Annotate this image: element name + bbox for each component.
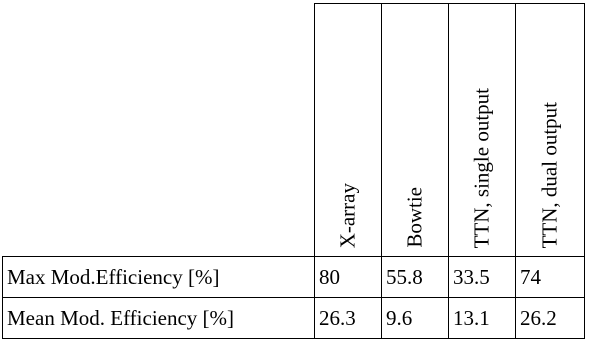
table-cell: 55.8	[382, 257, 449, 298]
column-header-ttn-dual-output	[516, 4, 585, 257]
modulation-efficiency-table	[2, 3, 585, 339]
table-cell: 26.2	[516, 298, 585, 339]
table-cell: 33.5	[449, 257, 516, 298]
empty-corner-cell	[3, 4, 315, 257]
column-header-label: Bowtie	[402, 187, 427, 248]
table-cell: 9.6	[382, 298, 449, 339]
column-header-x-array	[315, 4, 382, 257]
row-label: Max Mod.Efficiency [%]	[3, 257, 315, 298]
row-label: Mean Mod. Efficiency [%]	[3, 298, 315, 339]
column-header-label: X-array	[335, 182, 360, 248]
column-header-bowtie	[382, 4, 449, 257]
table-cell: 74	[516, 257, 585, 298]
table-cell: 26.3	[315, 298, 382, 339]
column-header-label: TTN, single output	[469, 87, 494, 248]
column-header-label: TTN, dual output	[537, 101, 562, 248]
table-cell: 13.1	[449, 298, 516, 339]
table-cell: 80	[315, 257, 382, 298]
table-row-mean-efficiency	[3, 298, 585, 339]
table-header-row	[3, 4, 585, 257]
column-header-ttn-single-output	[449, 4, 516, 257]
table-row-max-efficiency	[3, 257, 585, 298]
